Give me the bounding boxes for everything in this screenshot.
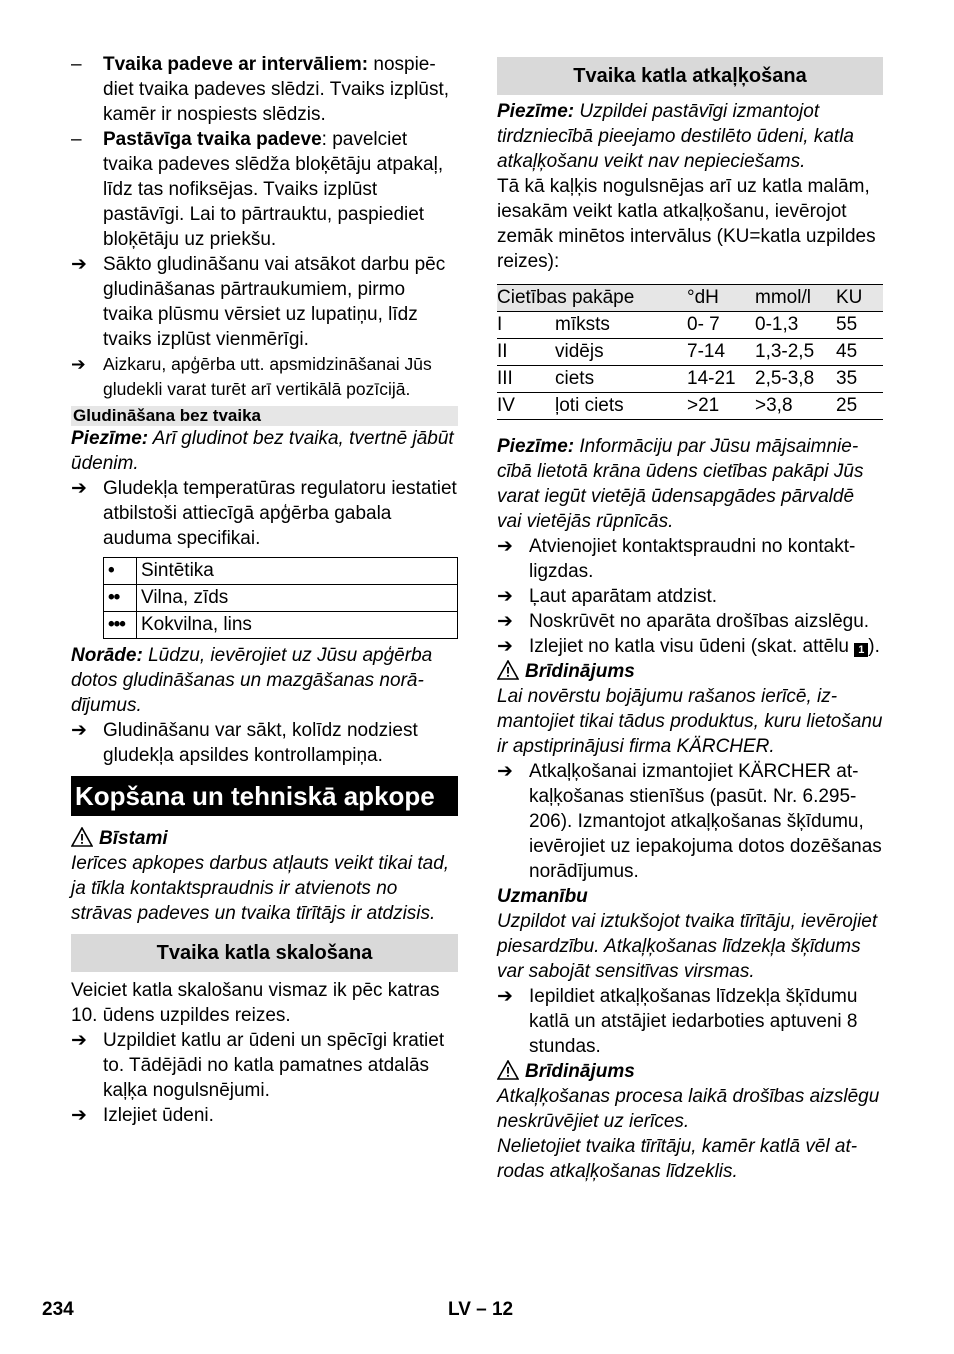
step-text: Atvienojiet kontaktspraudni no kontaktligzdas. <box>529 536 856 582</box>
section-title: Kopšana un tehniskā apkope <box>71 776 458 816</box>
note <box>71 426 458 476</box>
table-cell: 45 <box>836 339 883 366</box>
arrow-icon: ➔ <box>71 254 87 275</box>
arrow-step <box>71 352 458 402</box>
danger-label: Bīstami <box>99 828 168 849</box>
arrow-icon: ➔ <box>497 536 513 557</box>
dot-marker: • <box>104 558 137 585</box>
item-text: nospiediet tvaika padeves slēdzi. Tvaiks izplūst, kamēr ir nospiests slēdzis. <box>103 54 450 125</box>
list-item <box>71 52 458 127</box>
paragraph: Tā kā kaļķis nogulsnējas arī uz katla malām, iesakām veikt katla atkaļķošanu, ievērojot zemāk minētos intervālus (KU=katla uzpildes reizes): <box>497 176 876 272</box>
note-text: Informāciju par Jūsu mājsaimniecībā lietotā krāna ūdens cietības pakāpi Jūs varat iegūt vietējā ūdensapgādes pārvaldē vai vietējās rūpnīcās. <box>497 436 864 532</box>
step-text: Noskrūvēt no aparāta drošības aizslēgu. <box>529 611 870 632</box>
right-column <box>497 57 883 1184</box>
language-page-label: LV – 12 <box>448 1299 514 1320</box>
arrow-icon: ➔ <box>497 636 513 657</box>
table-cell: 7-14 <box>687 339 755 366</box>
table-cell: 14-21 <box>687 366 755 393</box>
note-label: Norāde: <box>71 645 143 666</box>
table-row <box>104 558 458 585</box>
item-text: : pavelciet tvaika padeves slēdža bloķētāju atpakaļ, līdz tas nofiksējas. Tvaiks izplūst pastāvīgi. Lai to pārtrauktu, paspiediet bloķētāju uz priekšu. <box>103 129 444 250</box>
warning-text: Lai novērstu bojājumu rašanos ierīcē, izmantojiet tikai tādus produktus, kuru lietošanu ir apstiprinājusi firma KÄRCHER. <box>497 686 883 757</box>
step-text: Sākto gludināšanu vai atsākot darbu pēc gludināšanas pārtraukumiem, pirmo tvaika plūsmu vērsiet uz lupatiņu, līdz tvaiks izplūst vienmērīgi. <box>103 254 446 350</box>
subheading-boiler-rinsing: Tvaika katla skalošana <box>71 934 458 972</box>
list-item <box>71 127 458 252</box>
note <box>497 434 883 534</box>
column-header: Cietības pakāpe <box>497 285 687 312</box>
table-cell: IV <box>497 393 555 420</box>
note-label: Piezīme: <box>71 428 149 449</box>
arrow-step <box>497 609 883 634</box>
warning-label: Brīdinājums <box>525 661 635 682</box>
warning-label: Brīdinājums <box>525 1061 635 1082</box>
arrow-icon: ➔ <box>71 720 87 741</box>
arrow-step <box>71 1028 458 1103</box>
arrow-step <box>497 534 883 584</box>
table-row <box>497 366 883 393</box>
column-header: mmol/l <box>755 285 836 312</box>
fabric-name: Sintētika <box>137 558 458 585</box>
arrow-icon: ➔ <box>71 1105 87 1126</box>
note-label: Piezīme: <box>497 436 575 457</box>
table-cell: II <box>497 339 555 366</box>
note-label: Piezīme: <box>497 101 575 122</box>
arrow-step <box>497 984 883 1059</box>
step-text: Gludekļa temperatūras regulatoru iestatiet atbilstoši attiecīgā apģērba gabala auduma specifikai. <box>103 478 457 549</box>
item-bold-lead: Pastāvīga tvaika padeve <box>103 129 322 150</box>
table-cell: vidējs <box>555 339 687 366</box>
column-header: KU <box>836 285 883 312</box>
water-hardness-table <box>497 284 883 420</box>
left-column <box>71 52 458 1128</box>
dash-marker: – <box>71 129 82 150</box>
note-text: Arī gludinot bez tvaika, tvertnē jābūt ūdenim. <box>71 428 454 474</box>
table-cell: 25 <box>836 393 883 420</box>
table-cell: 0-1,3 <box>755 312 836 339</box>
table-cell: ļoti ciets <box>555 393 687 420</box>
arrow-step <box>497 759 883 884</box>
arrow-step <box>71 1103 458 1128</box>
subheading-ironing-without-steam: Gludināšana bez tvaika <box>71 406 458 426</box>
arrow-step <box>71 476 458 551</box>
table-cell: III <box>497 366 555 393</box>
table-cell: ciets <box>555 366 687 393</box>
arrow-step <box>71 718 458 768</box>
table-header-row <box>497 285 883 312</box>
arrow-icon: ➔ <box>71 1030 87 1051</box>
danger-heading <box>71 826 458 851</box>
step-text: Gludināšanu var sākt, kolīdz nodziest gludekļa apsildes kontrollampiņa. <box>103 720 418 766</box>
table-cell: >3,8 <box>755 393 836 420</box>
column-header: °dH <box>687 285 755 312</box>
warning-heading <box>497 1059 883 1084</box>
note <box>497 99 883 174</box>
table-row <box>497 312 883 339</box>
item-bold-lead: Tvaika padeve ar intervāliem: <box>103 54 369 75</box>
table-row <box>497 339 883 366</box>
dash-marker: – <box>71 54 82 75</box>
table-row <box>497 393 883 420</box>
arrow-step <box>497 584 883 609</box>
step-text: Aizkaru, apģērba utt. apsmidzināšanai Jūs gludekli varat turēt arī vertikālā pozīcijā. <box>103 354 432 399</box>
table-cell: 2,5-3,8 <box>755 366 836 393</box>
step-text: Uzpildiet katlu ar ūdeni un spēcīgi kratiet to. Tādējādi no katla pamatnes atdalās kaļķa nogulsnējumi. <box>103 1030 445 1101</box>
arrow-icon: ➔ <box>497 611 513 632</box>
table-row <box>104 612 458 639</box>
fabric-table <box>103 557 458 639</box>
table-cell: 1,3-2,5 <box>755 339 836 366</box>
warning-text: Nelietojiet tvaika tīrītāju, kamēr katlā vēl atrodas atkaļķošanas līdzeklis. <box>497 1136 858 1182</box>
warning-triangle-icon <box>497 660 519 680</box>
caution-text: Uzpildot vai iztukšojot tvaika tīrītāju, ievērojiet piesardzību. Atkaļķošanas līdzekļa šķīdums var sabojāt sensitīvas virsmas. <box>497 911 878 982</box>
figure-reference-icon: 1 <box>854 643 868 657</box>
dot-marker: ••• <box>104 612 137 639</box>
caution-heading: Uzmanību <box>497 886 588 907</box>
step-text: Iepildiet atkaļķošanas līdzekļa šķīdumu katlā un atstājiet iedarboties aptuveni 8 stundas. <box>529 986 858 1057</box>
note <box>71 643 458 718</box>
dot-marker: •• <box>104 585 137 612</box>
step-text-end: ). <box>868 636 880 657</box>
note-text: Lūdzu, ievērojiet uz Jūsu apģērba dotos gludināšanas un mazgāšanas norādījumus. <box>71 645 433 716</box>
note-text: Uzpildei pastāvīgi izmantojot tirdzniecībā pieejamo destilēto ūdeni, katla atkaļķošanu veikt nav nepieciešams. <box>497 101 854 172</box>
subheading-boiler-descaling: Tvaika katla atkaļķošana <box>497 57 883 95</box>
page-number: 234 <box>42 1299 74 1320</box>
warning-triangle-icon <box>71 827 93 847</box>
arrow-icon: ➔ <box>71 478 87 499</box>
paragraph: Veiciet katla skalošanu vismaz ik pēc katras 10. ūdens uzpildes reizes. <box>71 980 440 1026</box>
table-cell: 55 <box>836 312 883 339</box>
table-cell: I <box>497 312 555 339</box>
step-text: Atkaļķošanai izmantojiet KÄRCHER atkaļķošanas stienīšus (pasūt. Nr. 6.295-206). Izmantojot atkaļķošanas šķīdumu, ievērojiet uz iepakojuma dotos dozēšanas norādījumus. <box>529 761 882 882</box>
warning-triangle-icon <box>497 1060 519 1080</box>
table-row <box>104 585 458 612</box>
warning-text: Atkaļķošanas procesa laikā drošības aizslēgu neskrūvējiet uz ierīces. <box>497 1086 880 1132</box>
fabric-name: Vilna, zīds <box>137 585 458 612</box>
warning-heading <box>497 659 883 684</box>
table-cell: 0- 7 <box>687 312 755 339</box>
arrow-icon: ➔ <box>497 986 513 1007</box>
arrow-icon: ➔ <box>497 761 513 782</box>
step-text: Izlejiet ūdeni. <box>103 1105 214 1126</box>
arrow-icon: ➔ <box>71 354 86 374</box>
table-cell: >21 <box>687 393 755 420</box>
arrow-icon: ➔ <box>497 586 513 607</box>
fabric-name: Kokvilna, lins <box>137 612 458 639</box>
table-cell: 35 <box>836 366 883 393</box>
arrow-step <box>71 252 458 352</box>
step-text: Izlejiet no katla visu ūdeni (skat. attēlu <box>529 636 850 657</box>
table-cell: mīksts <box>555 312 687 339</box>
arrow-step <box>497 634 883 659</box>
step-text: Ļaut aparātam atdzist. <box>529 586 717 607</box>
danger-text: Ierīces apkopes darbus atļauts veikt tikai tad, ja tīkla kontaktspraudnis ir atvienots no strāvas padeves un tvaika tīrītājs ir atdzisis. <box>71 853 450 924</box>
